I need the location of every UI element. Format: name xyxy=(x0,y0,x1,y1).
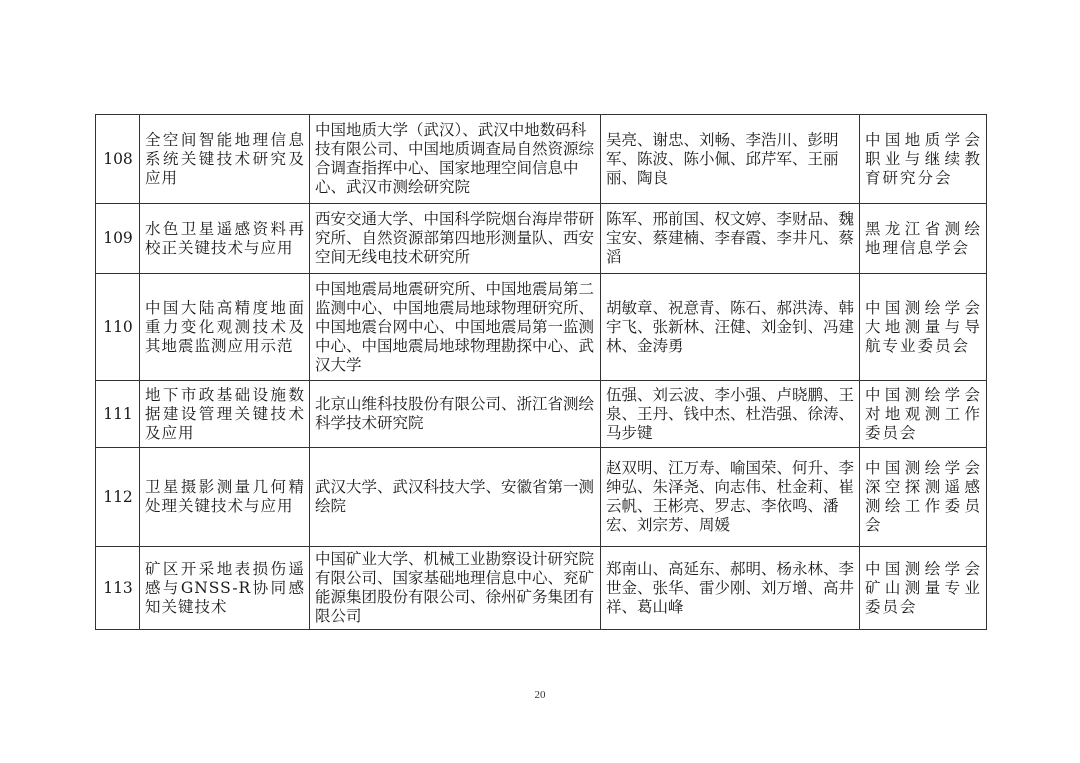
recommending-unit: 中国地质学会职业与继续教育研究分会 xyxy=(860,115,987,204)
row-number: 113 xyxy=(96,547,140,630)
completing-units: 中国地震局地震研究所、中国地震局第二监测中心、中国地震局地球物理研究所、中国地震台网中心、中国地震局第一监测中心、中国地震局地球物理勘探中心、武汉大学 xyxy=(310,274,601,381)
table-row xyxy=(96,115,987,204)
completing-people: 郑南山、高延东、郝明、杨永林、李世金、张华、雷少刚、刘万增、高井祥、葛山峰 xyxy=(601,547,860,630)
completing-units: 北京山维科技股份有限公司、浙江省测绘科学技术研究院 xyxy=(310,381,601,448)
table-row xyxy=(96,204,987,274)
table-row xyxy=(96,448,987,547)
project-name: 矿区开采地表损伤遥感与GNSS-R协同感知关键技术 xyxy=(140,547,310,630)
completing-people: 陈军、邢前国、权文婷、李财品、魏宝安、蔡建楠、李春霞、李井凡、蔡滔 xyxy=(601,204,860,274)
page-number: 20 xyxy=(534,689,546,701)
recommending-unit: 中国测绘学会对地观测工作委员会 xyxy=(860,381,987,448)
completing-people: 赵双明、江万寿、喻国荣、何升、李绅弘、朱泽尧、向志伟、杜金莉、崔云帆、王彬亮、罗志、李依鸣、潘宏、刘宗芳、周媛 xyxy=(601,448,860,547)
completing-people: 伍强、刘云波、李小强、卢晓鹏、王泉、王丹、钱中杰、杜浩强、徐涛、马步键 xyxy=(601,381,860,448)
table-row xyxy=(96,547,987,630)
project-name: 中国大陆高精度地面重力变化观测技术及其地震监测应用示范 xyxy=(140,274,310,381)
completing-units: 武汉大学、武汉科技大学、安徽省第一测绘院 xyxy=(310,448,601,547)
row-number: 112 xyxy=(96,448,140,547)
table-row xyxy=(96,381,987,448)
completing-units: 中国地质大学（武汉）、武汉中地数码科技有限公司、中国地质调查局自然资源综合调查指挥中心、国家地理空间信息中心、武汉市测绘研究院 xyxy=(310,115,601,204)
award-table xyxy=(95,114,987,630)
row-number: 111 xyxy=(96,381,140,448)
completing-people: 吴亮、谢忠、刘畅、李浩川、彭明军、陈波、陈小佩、邱芹军、王丽丽、陶良 xyxy=(601,115,860,204)
recommending-unit: 中国测绘学会矿山测量专业委员会 xyxy=(860,547,987,630)
recommending-unit: 黑龙江省测绘地理信息学会 xyxy=(860,204,987,274)
completing-people: 胡敏章、祝意青、陈石、郝洪涛、韩宇飞、张新林、汪健、刘金钊、冯建林、金涛勇 xyxy=(601,274,860,381)
table-row xyxy=(96,274,987,381)
project-name: 全空间智能地理信息系统关键技术研究及应用 xyxy=(140,115,310,204)
completing-units: 西安交通大学、中国科学院烟台海岸带研究所、自然资源部第四地形测量队、西安空间无线电技术研究所 xyxy=(310,204,601,274)
completing-units: 中国矿业大学、机械工业勘察设计研究院有限公司、国家基础地理信息中心、兖矿能源集团股份有限公司、徐州矿务集团有限公司 xyxy=(310,547,601,630)
row-number: 109 xyxy=(96,204,140,274)
recommending-unit: 中国测绘学会深空探测遥感测绘工作委员会 xyxy=(860,448,987,547)
row-number: 108 xyxy=(96,115,140,204)
row-number: 110 xyxy=(96,274,140,381)
recommending-unit: 中国测绘学会大地测量与导航专业委员会 xyxy=(860,274,987,381)
project-name: 地下市政基础设施数据建设管理关键技术及应用 xyxy=(140,381,310,448)
project-name: 卫星摄影测量几何精处理关键技术与应用 xyxy=(140,448,310,547)
project-name: 水色卫星遥感资料再校正关键技术与应用 xyxy=(140,204,310,274)
